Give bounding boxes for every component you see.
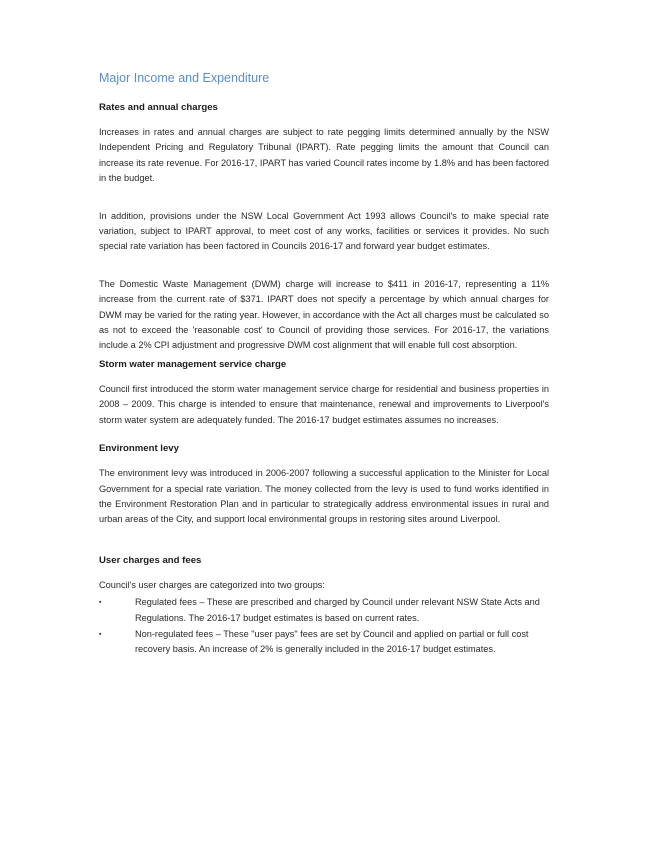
paragraph-dwm-charge: The Domestic Waste Management (DWM) charge will increase to $411 in 2016-17, representing a 11% increase from the current rate of $371. IPART does not specify a percentage by which annual charges for DWM may be varied for the rating year. However, in accordance with the Act all charges must be calculated so as not to exceed the 'reasonable cost' to Council of providing those services. For 2016-17, the variations include a 2% CPI adjustment and progressive DWM cost alignment that will enable full cost absorption. [99,278,549,351]
bullet-icon: ▪ [99,599,102,607]
paragraph-rate-pegging: Increases in rates and annual charges are subject to rate pegging limits determined annually by the NSW Independent Pricing and Regulatory Tribunal (IPART). Rate pegging limits the amount that Council can increase its rate revenue. For 2016-17, IPART has varied Council rates income by 1.8% and has been factored in the budget. [99,127,549,184]
section-heading-storm-water: Storm water management service charge [99,358,287,370]
paragraph-special-rate-variation: In addition, provisions under the NSW Local Government Act 1993 allows Council's to make special rate variation, subject to IPART approval, to meet cost of any works, facilities or services it provides. No such special rate variation has been factored in Councils 2016-17 and forward year budget estimates. [99,210,549,252]
user-charges-list [99,595,549,658]
bullet-icon: ▪ [99,630,102,638]
paragraph-user-charges-intro: Council's user charges are categorized into two groups: [99,579,325,590]
document-page [99,70,549,659]
document-title: Major Income and Expenditure [99,71,270,85]
paragraph-environment-levy: The environment levy was introduced in 2006-2007 following a successful application to the Minister for Local Government for a special rate variation. The money collected from the levy is used to fund works identified in the Environment Restoration Plan and in particular to strategically address environmental issues in rural and urban areas of the City, and support local environmental groups in restoring sites around Liverpool. [99,468,549,525]
section-heading-environment-levy: Environment levy [99,443,179,455]
list-item-text: Non-regulated fees – These "user pays" fees are set by Council and applied on partial or full cost recovery basis. An increase of 2% is generally included in the 2016-17 budget estimates. [135,628,529,655]
paragraph-storm-water: Council first introduced the storm water management service charge for residential and business properties in 2008 – 2009. This charge is intended to ensure that maintenance, renewal and improvements to Liverpool's storm water system are adequately funded. The 2016-17 budget estimates assumes no increases. [99,383,549,425]
section-heading-user-charges: User charges and fees [99,554,202,566]
list-item [99,627,549,658]
section-heading-rates: Rates and annual charges [99,102,218,113]
list-item [99,595,549,626]
list-item-text: Regulated fees – These are prescribed and charged by Council under relevant NSW State Acts and Regulations. The 2016-17 budget estimates is based on current rates. [135,597,540,623]
